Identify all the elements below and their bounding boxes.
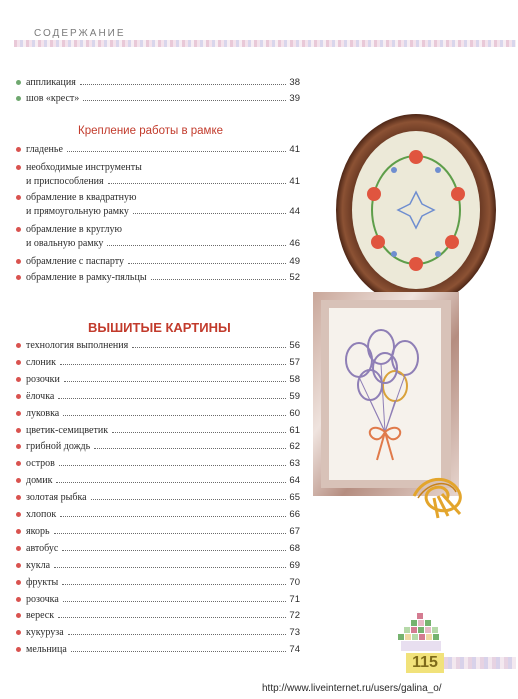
toc-entry-label: кукла — [26, 559, 51, 571]
toc-page-number: 74 — [289, 644, 300, 656]
bullet-icon — [16, 360, 21, 365]
toc-entry-label: грибной дождь — [26, 441, 91, 453]
page-number: 115 — [406, 653, 444, 673]
dot-leader — [71, 651, 287, 652]
toc-page-number: 73 — [289, 627, 300, 639]
dot-leader — [133, 213, 287, 214]
toc-page-number: 38 — [289, 77, 300, 88]
toc-page-number: 39 — [289, 93, 300, 104]
toc-entry-label: обрамление в рамку-пяльцы — [26, 272, 147, 283]
round-frame-embroidery-image — [334, 114, 500, 312]
bullet-icon — [16, 147, 21, 152]
bullet-icon — [16, 195, 21, 200]
toc-entry-label: розочка — [26, 593, 59, 605]
toc-entry — [16, 440, 300, 454]
toc-entry-label: обрамление в квадратную — [26, 192, 137, 203]
header-decorative-band — [14, 40, 516, 47]
dot-leader — [132, 347, 286, 348]
toc-entry-label: технология выполнения — [26, 340, 129, 351]
toc-entry — [16, 356, 300, 370]
toc-entry-label: и прямоугольную рамку — [26, 206, 129, 217]
source-url: http://www.liveinternet.ru/users/galina_o/ — [262, 683, 442, 694]
dot-leader — [68, 634, 287, 635]
bullet-icon — [16, 512, 21, 517]
toc-entry — [16, 76, 300, 90]
dot-leader — [63, 601, 287, 602]
toc-entry-label: розочки — [26, 373, 60, 385]
footer-decorative-strip — [444, 657, 516, 669]
dot-leader — [58, 617, 286, 618]
bullet-icon — [16, 377, 21, 382]
dot-leader — [91, 499, 287, 500]
toc-entry — [16, 390, 300, 404]
toc-page-number: 60 — [289, 407, 300, 419]
toc-page-number: 72 — [289, 610, 300, 622]
dot-leader — [56, 482, 286, 483]
bullet-icon — [16, 80, 21, 85]
bullet-icon — [16, 259, 21, 264]
toc-entry-label: ёлочка — [26, 390, 55, 402]
toc-entry-label: автобус — [26, 542, 59, 554]
toc-page-number: 71 — [289, 593, 300, 605]
toc-entry-label: домик — [26, 475, 53, 487]
toc-entry — [16, 559, 300, 573]
toc-entry-label: якорь — [26, 525, 50, 537]
bullet-icon — [16, 563, 21, 568]
toc-entry — [16, 407, 300, 421]
toc-entry — [16, 491, 300, 505]
toc-entry-label: луковка — [26, 407, 60, 419]
dot-leader — [108, 183, 287, 184]
section-title-framing: Крепление работы в рамке — [78, 125, 223, 137]
bullet-icon — [16, 275, 21, 280]
toc-entry — [16, 474, 300, 488]
toc-entry — [16, 542, 300, 556]
bullet-icon — [16, 227, 21, 232]
toc-entry — [16, 525, 300, 539]
toc-entry — [16, 609, 300, 623]
toc-page-number: 68 — [289, 542, 300, 554]
dot-leader — [60, 364, 286, 365]
dot-leader — [60, 516, 286, 517]
section-title-embroidered-pictures: ВЫШИТЫЕ КАРТИНЫ — [88, 320, 231, 335]
toc-page-number: 69 — [289, 559, 300, 571]
dot-leader — [112, 432, 286, 433]
toc-page-number: 41 — [289, 176, 300, 187]
dot-leader — [54, 567, 286, 568]
toc-entry — [16, 643, 300, 657]
dot-leader — [83, 100, 286, 101]
dot-leader — [58, 398, 286, 399]
toc-entry-label: золотая рыбка — [26, 492, 87, 504]
toc-page-number: 57 — [289, 356, 300, 368]
footer-decorative-mosaic — [398, 613, 444, 653]
toc-page-number: 59 — [289, 390, 300, 402]
toc-entry — [16, 92, 300, 106]
toc-entry-label: мельница — [26, 644, 67, 656]
toc-entry — [16, 339, 300, 353]
toc-entry — [16, 271, 300, 285]
dot-leader — [63, 415, 286, 416]
bullet-icon — [16, 428, 21, 433]
toc-entry-label: хлопок — [26, 509, 57, 520]
bullet-icon — [16, 411, 21, 416]
toc-page-number: 66 — [289, 509, 300, 520]
toc-entry — [16, 223, 300, 251]
toc-page-number: 65 — [289, 492, 300, 504]
toc-page-number: 44 — [289, 206, 300, 217]
toc-page-number: 61 — [289, 424, 300, 436]
dot-leader — [54, 533, 287, 534]
toc-entry-label: кукуруза — [26, 627, 64, 639]
toc-entry-label: цветик-семицветик — [26, 424, 109, 436]
dot-leader — [128, 263, 286, 264]
dot-leader — [107, 245, 286, 246]
toc-page-number: 67 — [289, 525, 300, 537]
toc-page-number: 46 — [289, 238, 300, 249]
toc-entry — [16, 191, 300, 219]
toc-entry-label: гладенье — [26, 144, 63, 155]
toc-entry-label: слоник — [26, 356, 56, 368]
bullet-icon — [16, 394, 21, 399]
toc-page-number: 58 — [289, 373, 300, 385]
bullet-icon — [16, 529, 21, 534]
toc-entry-label: необходимые инструменты — [26, 162, 142, 173]
toc-entry-label: обрамление с паспарту — [26, 256, 124, 267]
yarn-skein-image — [408, 466, 478, 520]
toc-entry-label: вереск — [26, 610, 55, 622]
toc-entry-label: и овальную рамку — [26, 238, 104, 249]
dot-leader — [80, 84, 287, 85]
toc-entry — [16, 255, 300, 269]
dot-leader — [62, 550, 286, 551]
bullet-icon — [16, 580, 21, 585]
toc-entry — [16, 593, 300, 607]
toc-page-number: 56 — [289, 340, 300, 351]
toc-page-number: 70 — [289, 576, 300, 588]
bullet-icon — [16, 165, 21, 170]
toc-entry-label: фрукты — [26, 576, 59, 588]
toc-page-number: 49 — [289, 256, 300, 267]
bullet-icon — [16, 546, 21, 551]
toc-entry-label: шов «крест» — [26, 93, 80, 104]
bullet-icon — [16, 597, 21, 602]
toc-entry — [16, 161, 300, 189]
toc-entry — [16, 373, 300, 387]
bullet-icon — [16, 96, 21, 101]
toc-page-number: 41 — [289, 144, 300, 155]
toc-entry-label: остров — [26, 458, 55, 470]
toc-entry-label: обрамление в круглую — [26, 224, 122, 235]
toc-entry — [16, 508, 300, 522]
toc-page-number: 64 — [289, 475, 300, 487]
dot-leader — [59, 465, 287, 466]
page-title: СОДЕРЖАНИЕ — [34, 28, 126, 39]
toc-entry-label: и приспособления — [26, 176, 104, 187]
dot-leader — [62, 584, 286, 585]
dot-leader — [67, 151, 287, 152]
toc-entry — [16, 576, 300, 590]
dot-leader — [151, 279, 287, 280]
dot-leader — [94, 448, 286, 449]
toc-page-number: 62 — [289, 441, 300, 453]
toc-entry — [16, 457, 300, 471]
toc-page-number: 63 — [289, 458, 300, 470]
toc-page-number: 52 — [289, 272, 300, 283]
toc-entry — [16, 143, 300, 157]
toc-entry-label: аппликация — [26, 77, 76, 88]
toc-entry — [16, 424, 300, 438]
dot-leader — [64, 381, 287, 382]
toc-entry — [16, 626, 300, 640]
bullet-icon — [16, 343, 21, 348]
